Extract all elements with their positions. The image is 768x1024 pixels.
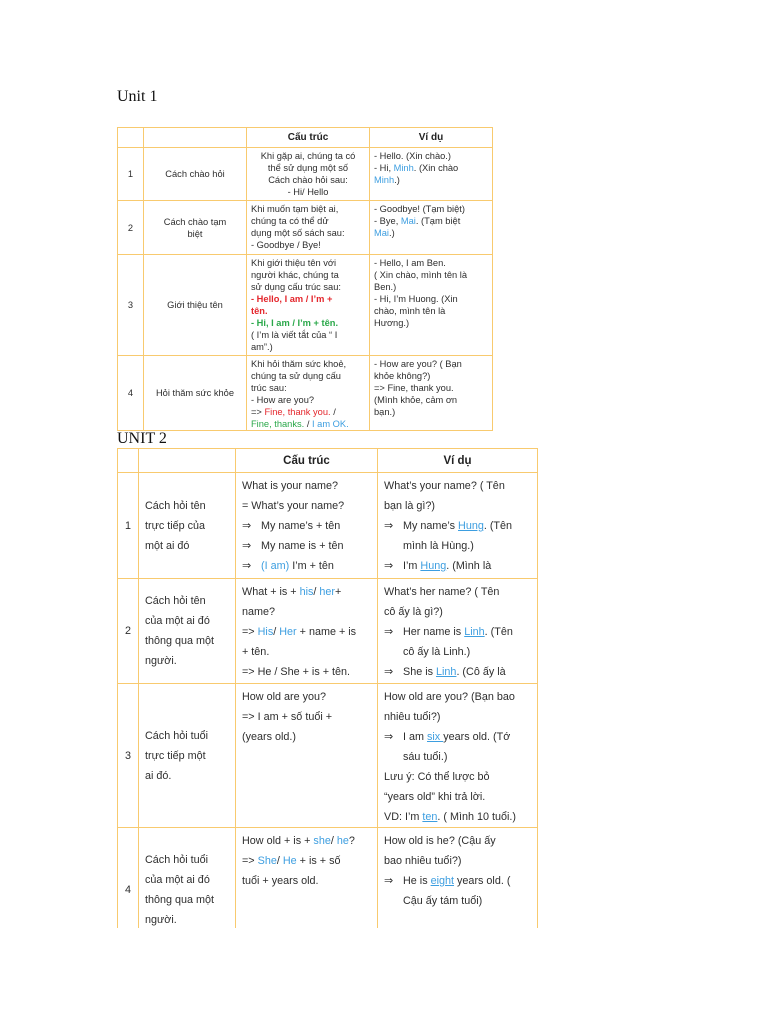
blue-highlight-text: Her <box>279 626 297 638</box>
arrow-bullet-item <box>242 516 375 536</box>
header-row <box>118 128 493 148</box>
text-segment: VD: I’m <box>384 811 423 823</box>
text-line <box>384 831 535 851</box>
arrow-icon: ⇒ <box>384 560 394 572</box>
arrow-icon: ⇒ <box>384 666 394 678</box>
topic-cell <box>139 579 236 684</box>
arrow-bullet-item <box>384 556 535 576</box>
text-line <box>242 602 375 622</box>
structure-cell <box>236 828 378 929</box>
arrow-bullet-item <box>242 556 375 576</box>
text-segment: I’m <box>403 560 421 572</box>
text-line <box>374 203 490 215</box>
text-segment: (years old.) <box>242 731 297 743</box>
text-segment: . (Mình là <box>446 560 492 572</box>
text-segment: => <box>242 855 258 867</box>
text-segment: - Hi/ Hello <box>287 187 329 197</box>
text-line <box>242 582 375 602</box>
structure-cell <box>236 579 378 684</box>
text-line <box>242 851 375 871</box>
text-line <box>249 162 367 174</box>
example-cell <box>378 828 538 929</box>
row-number: 1 <box>118 148 144 201</box>
text-line <box>374 317 490 329</box>
example-cell <box>370 148 493 201</box>
topic-line: thông qua một <box>145 635 215 647</box>
text-segment: dụng một số sách sau: <box>251 228 345 238</box>
row-number: 4 <box>118 356 144 431</box>
bullet-body <box>403 516 535 556</box>
text-segment: How old is he? (Cậu ấy <box>384 835 496 847</box>
unit1-table-body <box>118 128 493 431</box>
text-segment: name? <box>242 606 276 618</box>
text-line <box>242 496 375 516</box>
text-line <box>251 358 367 370</box>
arrow-bullet-item <box>384 662 535 682</box>
blue-highlight-text: (I am) <box>261 560 290 572</box>
text-segment: Lưu ý: Có thể lược bỏ <box>384 771 490 783</box>
table-row <box>118 579 538 684</box>
text-line <box>384 687 535 707</box>
text-segment: trúc sau: <box>251 383 287 393</box>
text-segment: . (Xin chào <box>413 163 459 173</box>
table-row <box>118 684 538 828</box>
text-line <box>242 642 375 662</box>
arrow-icon: ⇒ <box>384 875 394 887</box>
text-line <box>251 227 367 239</box>
text-line <box>251 239 367 251</box>
text-line <box>403 536 535 556</box>
text-line <box>403 556 535 576</box>
text-segment: Ben.) <box>374 282 397 292</box>
text-line <box>242 687 375 707</box>
text-line <box>374 215 490 227</box>
text-segment: - Hi, <box>374 163 394 173</box>
text-line <box>374 269 490 281</box>
unit2-table-frame <box>117 448 538 928</box>
text-line <box>242 727 375 747</box>
structure-cell <box>247 356 370 431</box>
example-cell <box>370 201 493 255</box>
text-segment: + is + số <box>296 855 341 867</box>
text-segment: / <box>330 407 336 417</box>
text-segment: Her name is <box>403 626 465 638</box>
bullet-body <box>403 871 535 911</box>
text-line <box>403 891 535 911</box>
text-segment: khỏe không?) <box>374 371 431 381</box>
text-line <box>374 305 490 317</box>
text-segment: - How are you? <box>251 395 315 405</box>
topic-cell <box>144 356 247 431</box>
arrow-icon: ⇒ <box>384 626 394 638</box>
topic-line: Cách chào hỏi <box>165 169 225 179</box>
text-line <box>384 787 535 807</box>
text-line <box>384 851 535 871</box>
text-segment: bao nhiêu tuổi?) <box>384 855 462 867</box>
text-segment: .) <box>394 175 400 185</box>
underlined-highlight-text: Linh <box>464 626 485 638</box>
topic-line: một ai đó <box>145 539 190 552</box>
text-line <box>374 370 490 382</box>
text-line <box>384 582 535 602</box>
topic-line: Cách hỏi tuổi <box>145 729 209 742</box>
text-segment: What is your name? <box>242 480 339 492</box>
bullet-body <box>403 622 535 662</box>
structure-header: Cấu trúc <box>236 449 378 473</box>
green-highlight-text: Fine, thanks. <box>251 419 305 429</box>
text-segment: = What’s your name? <box>242 500 345 512</box>
text-segment: “years old” khi trả lời. <box>384 791 486 803</box>
arrow-bullet-item <box>384 727 535 767</box>
topic-line: Cách chào tạm <box>163 216 227 227</box>
text-segment: How old + is + <box>242 835 314 847</box>
topic-line: thông qua một <box>145 893 215 906</box>
blue-highlight-text: he <box>336 835 349 847</box>
text-segment: chúng ta có thể dử <box>251 216 329 226</box>
example-cell <box>378 473 538 579</box>
text-line <box>384 602 535 622</box>
text-line <box>403 747 535 767</box>
structure-cell <box>247 255 370 356</box>
text-segment: I’m + tên <box>289 560 334 572</box>
text-segment: I am <box>403 731 427 743</box>
topic-cell <box>144 255 247 356</box>
text-line <box>374 281 490 293</box>
arrow-bullet-item <box>384 871 535 911</box>
text-line <box>251 269 367 281</box>
text-line <box>403 727 535 747</box>
topic-line: Cách hỏi tên <box>145 499 206 512</box>
underlined-highlight-text: Hung <box>458 520 484 532</box>
blue-highlight-text: He <box>282 855 297 867</box>
text-segment: Khi giới thiệu tên với <box>251 258 337 268</box>
text-line <box>242 662 375 682</box>
unit2-grammar-table <box>117 448 538 928</box>
example-header: Ví dụ <box>378 449 538 473</box>
underlined-highlight-text: six <box>427 731 444 743</box>
text-line <box>261 536 375 556</box>
text-line <box>251 281 367 293</box>
topic-cell <box>144 201 247 255</box>
structure-cell <box>236 684 378 828</box>
text-segment: => <box>251 407 265 417</box>
text-line <box>251 215 367 227</box>
blue-highlight-text: I am OK. <box>311 419 349 429</box>
text-segment: . (Tên <box>484 626 513 638</box>
text-segment: years old. (Tớ <box>443 731 511 743</box>
text-segment: + tên. <box>242 646 270 658</box>
underlined-highlight-text: Linh <box>436 666 457 678</box>
topic-line: của một ai đó <box>145 873 210 886</box>
text-segment: Cách chào hỏi sau: <box>268 175 348 185</box>
text-segment: sáu tuổi.) <box>403 751 448 763</box>
text-segment: người khác, chúng ta <box>251 270 339 280</box>
text-line <box>242 831 375 851</box>
text-segment: What + is + <box>242 586 300 598</box>
structure-cell <box>247 148 370 201</box>
structure-cell <box>247 201 370 255</box>
topic-line: của một ai đó <box>145 615 210 627</box>
bullet-body <box>403 556 535 576</box>
table-row <box>118 356 493 431</box>
text-segment: He is <box>403 875 431 887</box>
text-segment: ( Xin chào, mình tên là <box>374 270 468 280</box>
text-line <box>374 227 490 239</box>
text-line <box>384 476 535 496</box>
topic-cell <box>139 684 236 828</box>
row-number: 3 <box>118 684 139 828</box>
example-cell <box>378 579 538 684</box>
text-line <box>374 174 490 186</box>
text-segment: Cậu ấy tám tuổi) <box>403 895 483 907</box>
text-segment: => He / She + is + tên. <box>242 666 351 678</box>
text-line <box>251 329 367 341</box>
text-segment: sử dụng cấu trúc sau: <box>251 282 341 292</box>
arrow-bullet-item <box>384 516 535 556</box>
green-bold-text: - Hi, I am / I’m + tên. <box>251 318 339 328</box>
text-segment: am”.) <box>251 342 273 352</box>
text-segment: ? <box>348 835 355 847</box>
text-line <box>374 394 490 406</box>
text-segment: My name’s <box>403 520 459 532</box>
row-number: 1 <box>118 473 139 579</box>
text-line <box>403 622 535 642</box>
red-bold-text: - Hello, I am / I’m + <box>251 294 333 304</box>
text-line <box>251 418 367 430</box>
text-segment: Khi hỏi thăm sức khoẻ, <box>251 359 347 369</box>
topic-line: Cách hỏi tên <box>145 595 206 607</box>
topic-line: Giới thiệu tên <box>167 300 223 310</box>
text-line <box>251 293 367 305</box>
text-segment: .) <box>388 228 395 238</box>
text-segment: . (Tên <box>483 520 513 532</box>
blue-highlight-text: her <box>319 586 336 598</box>
text-segment: - How are you? ( Bạn <box>374 359 462 369</box>
topic-line: biệt <box>187 228 203 239</box>
text-segment: Hương.) <box>374 318 410 328</box>
topic-header-cell <box>144 128 247 148</box>
underlined-highlight-text: eight <box>430 875 455 887</box>
text-line <box>251 305 367 317</box>
topic-line: trực tiếp của <box>145 519 206 532</box>
topic-line: Hỏi thăm sức khỏe <box>155 388 235 398</box>
blue-highlight-text: His <box>257 626 274 638</box>
table-row <box>118 148 493 201</box>
text-segment: bạn.) <box>374 407 396 417</box>
blue-highlight-text: Mai <box>374 228 389 238</box>
topic-line: người. <box>145 655 177 667</box>
number-header-cell <box>118 128 144 148</box>
arrow-icon: ⇒ <box>384 520 394 532</box>
text-segment: She is <box>403 666 437 678</box>
text-segment: / <box>304 419 312 429</box>
text-segment: chào, mình tên là <box>374 306 446 316</box>
arrow-icon: ⇒ <box>242 520 252 532</box>
table-row <box>118 828 538 929</box>
text-segment: / <box>313 586 320 598</box>
text-line <box>384 496 535 516</box>
text-line <box>374 382 490 394</box>
text-segment: Khi muốn tạm biệt ai, <box>251 204 339 214</box>
text-line <box>249 186 367 198</box>
topic-cell <box>139 473 236 579</box>
bullet-body <box>403 662 535 682</box>
row-number: 2 <box>118 579 139 684</box>
row-number: 3 <box>118 255 144 356</box>
text-line <box>403 516 535 536</box>
text-segment: - Bye, <box>374 216 401 226</box>
text-line <box>251 257 367 269</box>
topic-cell <box>139 828 236 929</box>
text-segment: cô ấy là Linh.) <box>403 646 471 658</box>
structure-cell <box>236 473 378 579</box>
red-bold-text: tên. <box>251 306 268 316</box>
bullet-body <box>261 536 375 556</box>
text-line <box>374 293 490 305</box>
text-line <box>403 642 535 662</box>
text-line <box>249 174 367 186</box>
bullet-body <box>261 556 375 576</box>
text-segment: chúng ta sử dụng cấu <box>251 371 341 381</box>
unit1-heading: Unit 1 <box>117 88 158 105</box>
blue-highlight-text: Minh <box>393 163 414 173</box>
bullet-body <box>261 516 375 536</box>
text-segment: => <box>242 626 258 638</box>
topic-line: người. <box>145 913 177 926</box>
text-line <box>261 516 375 536</box>
text-line <box>251 406 367 418</box>
topic-line: ai đó. <box>145 769 172 782</box>
text-segment: - Hello. (Xin chào.) <box>374 151 451 161</box>
text-segment: years old. ( <box>454 875 511 887</box>
text-segment: nhiêu tuổi?) <box>384 711 441 723</box>
text-line <box>374 162 490 174</box>
table-row <box>118 201 493 255</box>
blue-highlight-text: his <box>299 586 314 598</box>
blue-highlight-text: Mai <box>400 216 416 226</box>
text-segment: How old are you? <box>242 691 327 703</box>
text-line <box>251 317 367 329</box>
text-line <box>251 370 367 382</box>
blue-highlight-text: She <box>257 855 277 867</box>
text-segment: What’s her name? ( Tên <box>384 586 500 598</box>
text-segment: My name’s + tên <box>261 520 341 532</box>
text-line <box>251 382 367 394</box>
red-highlight-text: Fine, thank you. <box>264 407 331 417</box>
table-row <box>118 255 493 356</box>
text-line <box>403 871 535 891</box>
topic-cell <box>144 148 247 201</box>
header-row <box>118 449 538 473</box>
text-line <box>374 406 490 418</box>
text-segment: . (Cô ấy là <box>456 666 506 678</box>
text-segment: / <box>330 835 337 847</box>
example-header: Ví dụ <box>370 128 493 148</box>
structure-header: Cấu trúc <box>247 128 370 148</box>
text-segment: => I am + số tuổi + <box>242 711 333 723</box>
text-line <box>251 394 367 406</box>
text-line <box>249 150 367 162</box>
text-line <box>374 150 490 162</box>
blue-highlight-text: Minh <box>374 175 395 185</box>
topic-header-cell <box>139 449 236 473</box>
text-line <box>242 476 375 496</box>
text-line <box>261 556 375 576</box>
text-segment: ( I’m là viết tắt của “ I <box>251 330 338 340</box>
arrow-bullet-item <box>384 622 535 662</box>
table-row <box>118 473 538 579</box>
text-segment: . ( Mình 10 tuổi.) <box>437 811 517 823</box>
text-segment: My name is + tên <box>261 540 344 552</box>
text-line <box>374 257 490 269</box>
unit1-grammar-table <box>117 127 493 431</box>
text-segment: => Fine, thank you. <box>374 383 454 393</box>
unit2-table-body <box>118 449 538 929</box>
text-line <box>242 622 375 642</box>
arrow-icon: ⇒ <box>242 540 252 552</box>
text-segment: - Goodbye! (Tạm biệt) <box>374 204 465 214</box>
example-cell <box>370 255 493 356</box>
text-segment: cô ấy là gì?) <box>384 606 443 618</box>
text-line <box>403 662 535 682</box>
text-segment: What’s your name? ( Tên <box>384 480 505 492</box>
text-segment: tuổi + years old. <box>242 875 319 887</box>
text-line <box>384 707 535 727</box>
bullet-body <box>403 727 535 767</box>
arrow-bullet-item <box>242 536 375 556</box>
blue-highlight-text: she <box>313 835 331 847</box>
text-line <box>251 203 367 215</box>
text-line <box>251 341 367 353</box>
example-cell <box>370 356 493 431</box>
text-segment: (Mình khỏe, cảm ơn <box>374 395 458 405</box>
text-segment: / <box>276 855 283 867</box>
row-number: 4 <box>118 828 139 929</box>
text-line <box>384 767 535 787</box>
arrow-icon: ⇒ <box>384 731 394 743</box>
text-line <box>384 807 535 827</box>
text-line <box>242 871 375 891</box>
underlined-highlight-text: ten <box>422 811 438 823</box>
topic-line: Cách hỏi tuổi <box>145 853 209 866</box>
number-header-cell <box>118 449 139 473</box>
underlined-highlight-text: Hung <box>420 560 447 572</box>
text-segment: + name + is <box>296 626 357 638</box>
text-segment: Khi gặp ai, chúng ta có <box>260 151 356 161</box>
text-segment: bạn là gì?) <box>384 500 436 512</box>
text-line <box>374 358 490 370</box>
row-number: 2 <box>118 201 144 255</box>
text-line <box>242 707 375 727</box>
text-segment: - Hello, I am Ben. <box>374 258 446 268</box>
topic-line: trực tiếp một <box>145 749 206 762</box>
text-segment: / <box>273 626 280 638</box>
text-segment: mình là Hùng.) <box>403 540 474 552</box>
example-cell <box>378 684 538 828</box>
text-segment: - Goodbye / Bye! <box>251 240 321 250</box>
arrow-icon: ⇒ <box>242 560 252 572</box>
text-segment: - Hi, I’m Huong. (Xin <box>374 294 458 304</box>
text-segment: thể sử dụng một số <box>267 163 349 173</box>
text-segment: How old are you? (Bạn bao <box>384 691 515 703</box>
text-segment: . (Tạm biệt <box>415 216 461 226</box>
unit2-heading: UNIT 2 <box>117 430 167 447</box>
text-segment: + <box>335 586 342 598</box>
